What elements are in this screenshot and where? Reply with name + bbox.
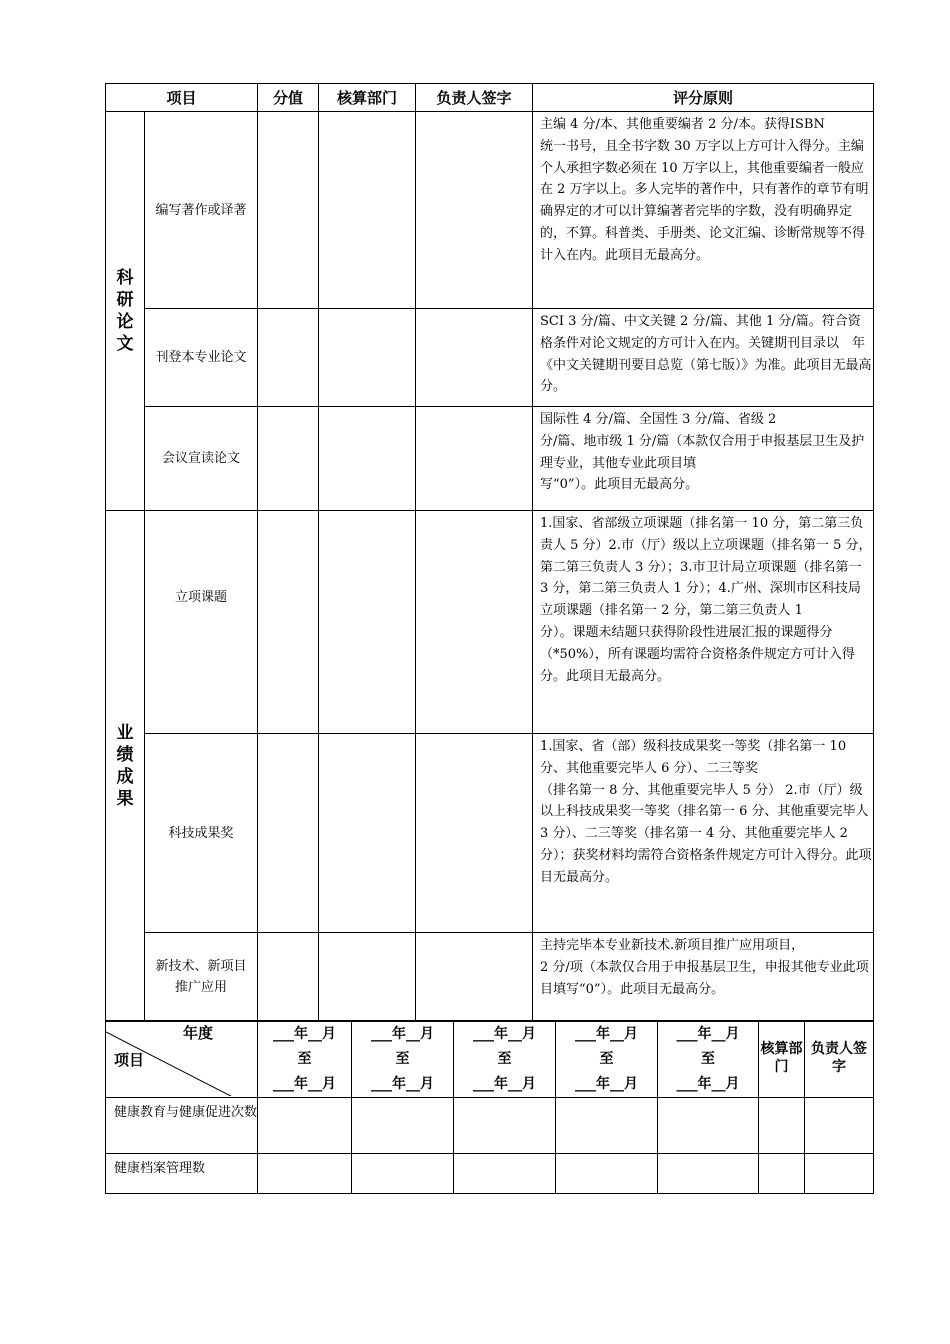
dept-cell[interactable]: [319, 734, 416, 933]
header-item: 项目: [106, 84, 258, 112]
table-row: [106, 1154, 874, 1194]
signer-cell[interactable]: [416, 407, 533, 511]
period-cell[interactable]: [258, 1098, 352, 1154]
period-cell[interactable]: [454, 1154, 556, 1194]
dept-cell[interactable]: [319, 407, 416, 511]
period-column-4: ___年__月 至 ___年__月: [556, 1022, 658, 1098]
rule-text: SCI 3 分/篇、中文关键 2 分/篇、其他 1 分/篇。符合资格条件对论文规定的方可计入在内。关键期刊目录以 年《中文关键期刊要目总览（第七版）》为准。此项目无最高分。: [533, 309, 874, 407]
scoring-table: [105, 83, 874, 1021]
score-cell[interactable]: [258, 407, 319, 511]
signer-cell[interactable]: [416, 112, 533, 309]
item-name: 会议宣读论文: [145, 407, 258, 511]
table-header-row: [106, 84, 874, 112]
header-rules: 评分原则: [533, 84, 874, 112]
table-row: [106, 407, 874, 511]
signer-cell[interactable]: [416, 933, 533, 1021]
score-cell[interactable]: [258, 933, 319, 1021]
header-item: 项目: [114, 1051, 145, 1069]
dept-cell[interactable]: [319, 511, 416, 734]
rule-text: 1.国家、省（部）级科技成果奖一等奖（排名第一 10 分、其他重要完毕人 6 分）、二三等奖 （排名第一 8 分、其他重要完毕人 5 分） 2.市（厅）级以上科技成果奖一等奖（排名第一 6 分、其他重要完毕人 3 分）、二三等奖（排名第一 4 分、其他重要完毕人 2 分）；获奖材料均需符合资格条件规定方可计入得分。此项目无最高分。: [533, 734, 874, 933]
score-cell[interactable]: [258, 309, 319, 407]
period-cell[interactable]: [658, 1098, 759, 1154]
row-label: 健康教育与健康促进次数: [106, 1098, 258, 1154]
period-cell[interactable]: [454, 1098, 556, 1154]
period-cell[interactable]: [556, 1098, 658, 1154]
diagonal-header-cell: [106, 1022, 258, 1098]
period-cell[interactable]: [556, 1154, 658, 1194]
signer-cell[interactable]: [805, 1154, 874, 1194]
item-name: 编写著作或译著: [145, 112, 258, 309]
table-row: [106, 309, 874, 407]
rule-text: 主持完毕本专业新技术.新项目推广应用项目， 2 分/项（本款仅合用于申报基层卫生，申报其他专业此项目填写“0”）。此项目无最高分。: [533, 933, 874, 1021]
row-label: 健康档案管理数: [106, 1154, 258, 1194]
dept-cell[interactable]: [759, 1098, 805, 1154]
header-dept: 核算部门: [759, 1022, 805, 1098]
signer-cell[interactable]: [416, 511, 533, 734]
table-row: [106, 933, 874, 1021]
period-cell[interactable]: [352, 1154, 454, 1194]
period-column-2: ___年__月 至 ___年__月: [352, 1022, 454, 1098]
rule-text: 1.国家、省部级立项课题（排名第一 10 分，第二第三负责人 5 分）2.市（厅）级以上立项课题（排名第一 5 分，第二第三负责人 3 分）；3.市卫计局立项课题（排名第一 3 分，第二第三负责人 1 分）；4.广州、深圳市区科技局立项课题（排名第一 2 分，第二第三负责人 1 分）。课题未结题只获得阶段性进展汇报的课题得分 （*50%），所有课题均需符合资格条件规定方可计入得分。此项目无最高分。: [533, 511, 874, 734]
item-name: 新技术、新项目推广应用: [145, 933, 258, 1021]
table-row: [106, 112, 874, 309]
score-cell[interactable]: [258, 734, 319, 933]
signer-cell[interactable]: [416, 734, 533, 933]
dept-cell[interactable]: [319, 309, 416, 407]
table-row: [106, 734, 874, 933]
table-header-row: [106, 1022, 874, 1098]
dept-cell[interactable]: [319, 112, 416, 309]
period-cell[interactable]: [658, 1154, 759, 1194]
period-cell[interactable]: [258, 1154, 352, 1194]
category-research-papers: 科研论文: [106, 112, 145, 511]
item-name: 刊登本专业论文: [145, 309, 258, 407]
dept-cell[interactable]: [759, 1154, 805, 1194]
period-column-1: ___年__月 至 ___年__月: [258, 1022, 352, 1098]
score-cell[interactable]: [258, 112, 319, 309]
header-signer: 负责人签字: [805, 1022, 874, 1098]
period-column-5: ___年__月 至 ___年__月: [658, 1022, 759, 1098]
signer-cell[interactable]: [805, 1098, 874, 1154]
score-cell[interactable]: [258, 511, 319, 734]
header-dept: 核算部门: [319, 84, 416, 112]
table-row: [106, 511, 874, 734]
rule-text: 国际性 4 分/篇、全国性 3 分/篇、省级 2 分/篇、地市级 1 分/篇（本款仅合用于申报基层卫生及护理专业，其他专业此项目填 写“0”）。此项目无最高分。: [533, 407, 874, 511]
item-name: 立项课题: [145, 511, 258, 734]
annual-workload-table: [105, 1021, 874, 1194]
header-score: 分值: [258, 84, 319, 112]
period-cell[interactable]: [352, 1098, 454, 1154]
signer-cell[interactable]: [416, 309, 533, 407]
table-row: [106, 1098, 874, 1154]
rule-text: 主编 4 分/本、其他重要编者 2 分/本。获得ISBN 统一书号，且全书字数 30 万字以上方可计入得分。主编个人承担字数必须在 10 万字以上，其他重要编者一般应在 2 万字以上。多人完毕的著作中，只有著作的章节有明确界定的才可以计算编著者完毕的字数，没有明确界定的，不算。科普类、手册类、论文汇编、诊断常规等不得计入在内。此项目无最高分。: [533, 112, 874, 309]
header-year: 年度: [183, 1024, 214, 1042]
dept-cell[interactable]: [319, 933, 416, 1021]
category-achievements: 业绩成果: [106, 511, 145, 1021]
item-name: 科技成果奖: [145, 734, 258, 933]
period-column-3: ___年__月 至 ___年__月: [454, 1022, 556, 1098]
header-signer: 负责人签字: [416, 84, 533, 112]
